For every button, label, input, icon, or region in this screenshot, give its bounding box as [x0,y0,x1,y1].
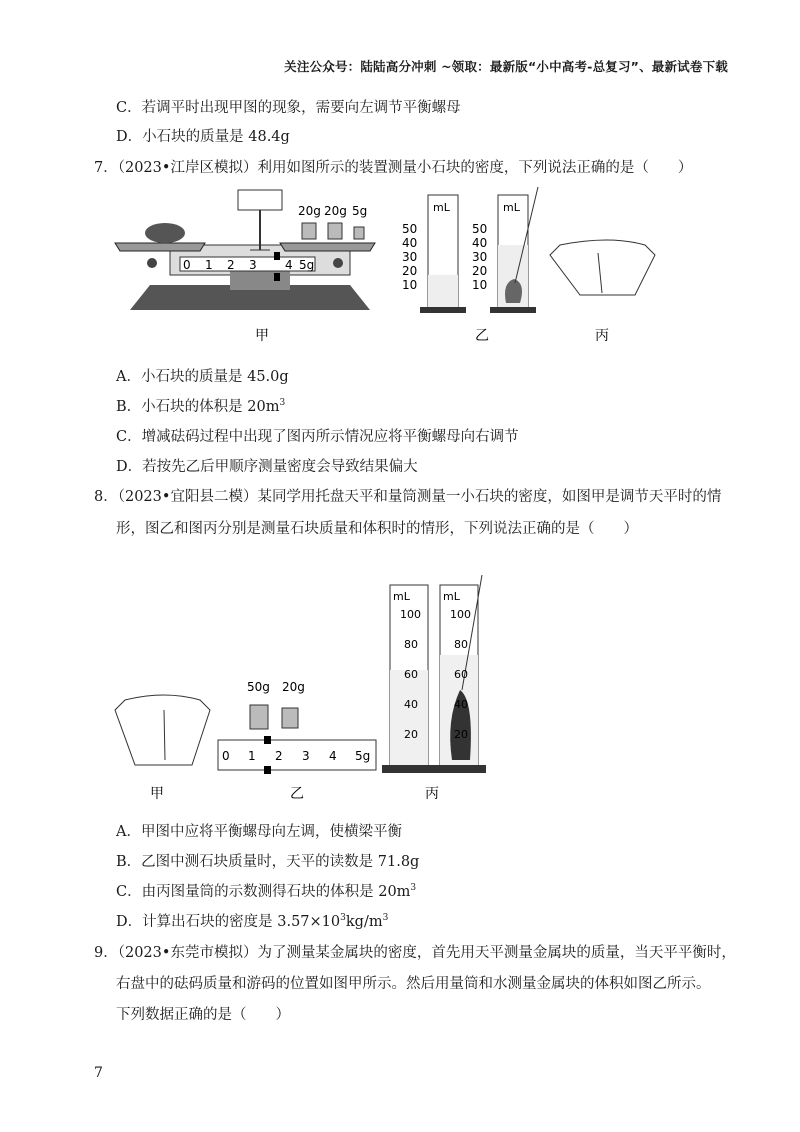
option-d-prev: D．小石块的质量是 48.4g [116,129,290,145]
q7-option-c: C．增减砝码过程中出现了图丙所示情况应将平衡螺母向右调节 [116,429,519,445]
svg-text:40: 40 [402,236,418,250]
svg-text:40: 40 [472,236,488,250]
q8-label-bing: 丙 [425,786,439,802]
svg-text:mL: mL [443,590,460,603]
q7-option-b: B．小石块的体积是 $20m^3$ [116,398,286,415]
svg-text:1: 1 [205,258,213,272]
q8-rider-scale [218,736,376,774]
q8-stem-line1: 8．（2023•宜阳县二模）某同学用托盘天平和量筒测量一小石块的密度，如图甲是调节天平时的情 [94,489,722,505]
svg-text:mL: mL [433,201,450,214]
q8-label-jia: 甲 [150,786,164,802]
svg-text:10: 10 [472,278,488,292]
svg-text:100: 100 [400,608,421,621]
q8-stem-line2: 形，图乙和图丙分别是测量石块质量和体积时的情形，下列说法正确的是（ ） [116,521,638,537]
svg-text:1: 1 [248,749,256,763]
svg-text:4: 4 [329,749,337,763]
q7-label-bing: 丙 [595,328,609,344]
svg-text:0: 0 [183,258,191,272]
svg-text:40: 40 [454,698,468,711]
q7-weights [298,204,367,239]
q8-figure [110,570,510,805]
q8-cylinder-2 [432,575,486,773]
option-c-prev: C．若调平时出现甲图的现象，需要向左调节平衡螺母 [116,100,461,116]
svg-text:20: 20 [404,728,418,741]
q7-cylinder-1 [402,195,466,313]
q8-weight-2: 20g [282,680,305,694]
q7-cylinder-2 [472,187,538,313]
svg-text:20: 20 [402,264,418,278]
q7-label-jia: 甲 [255,328,269,344]
svg-text:5g: 5g [299,258,315,272]
svg-text:3: 3 [249,258,257,272]
svg-text:80: 80 [454,638,468,651]
svg-text:30: 30 [402,250,418,264]
svg-text:30: 30 [472,250,488,264]
svg-text:60: 60 [454,668,468,681]
q7-figure [110,185,670,350]
q7-weight-2: 20g [324,204,347,218]
q7-option-d: D．若按先乙后甲顺序测量密度会导致结果偏大 [116,459,418,475]
svg-text:20: 20 [454,728,468,741]
q8-weight-1: 50g [247,680,270,694]
svg-text:80: 80 [404,638,418,651]
svg-text:2: 2 [227,258,235,272]
q7-weight-3: 5g [352,204,368,218]
page-number: 7 [94,1065,103,1081]
q9-stem-line1: 9．（2023•东莞市模拟）为了测量某金属块的密度，首先用天平测量金属块的质量，当天平平衡时， [94,945,736,961]
q7-dial [550,240,655,295]
q7-stone [145,223,185,243]
q9-stem-line3: 下列数据正确的是（ ） [116,1007,290,1023]
q8-option-c: C．由丙图量筒的示数测得石块的体积是 $20m^3$ [116,883,417,900]
svg-text:100: 100 [450,608,471,621]
q7-rider [274,252,280,260]
svg-text:5g: 5g [355,749,371,763]
q7-label-yi: 乙 [475,328,489,344]
q8-label-yi: 乙 [290,786,304,802]
q8-option-a: A．甲图中应将平衡螺母向左调，使横梁平衡 [116,824,402,840]
q7-weight-1: 20g [298,204,321,218]
svg-text:60: 60 [404,668,418,681]
q9-stem-line2: 右盘中的砝码质量和游码的位置如图甲所示。然后用量筒和水测量金属块的体积如图乙所示。 [116,976,711,992]
q8-dial [115,695,210,765]
svg-text:0: 0 [222,749,230,763]
q8-option-b: B．乙图中测石块质量时，天平的读数是 71.8g [116,854,420,870]
q8-cylinder-1 [382,585,436,773]
q8-rider [264,736,271,744]
svg-text:40: 40 [404,698,418,711]
svg-text:50: 50 [402,222,418,236]
svg-text:2: 2 [275,749,283,763]
q8-weights [247,680,305,729]
svg-text:20: 20 [472,264,488,278]
svg-text:10: 10 [402,278,418,292]
svg-text:3: 3 [302,749,310,763]
svg-text:mL: mL [393,590,410,603]
svg-text:50: 50 [472,222,488,236]
svg-text:4: 4 [285,258,293,272]
q8-option-d: D．计算出石块的密度是 $3.57\times 10^3kg/m^3$ [116,913,389,930]
q7-option-a: A．小石块的质量是 45.0g [116,369,289,385]
svg-text:mL: mL [503,201,520,214]
q7-stem: 7．（2023•江岸区模拟）利用如图所示的装置测量小石块的密度，下列说法正确的是（ ） [94,160,693,176]
header-note: 关注公众号：陆陆高分冲刺 ~领取：最新版“小中高考-总复习”、最新试卷下载 [284,59,728,74]
